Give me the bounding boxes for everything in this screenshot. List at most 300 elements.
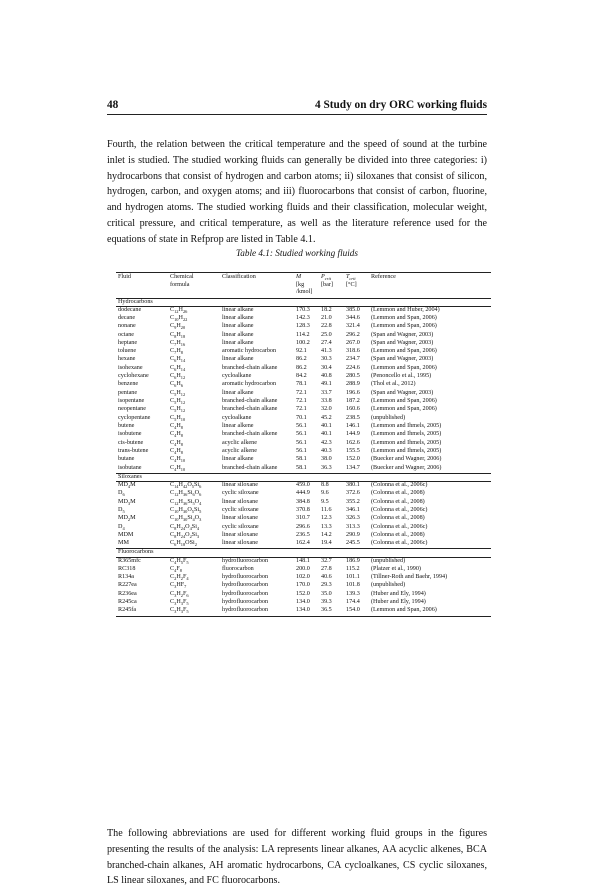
cell-classification: hydrofluorocarbon xyxy=(222,590,269,597)
cell-reference: (Buecker and Wagner, 2006) xyxy=(371,464,442,471)
cell-tcrit: 196.6 xyxy=(346,389,360,396)
cell-formula: $C_5H_{12}$ xyxy=(170,389,186,397)
header-fluid: Fluid xyxy=(116,273,168,283)
cell-classification: linear alkane xyxy=(222,389,254,396)
cell-classification: cyclic siloxane xyxy=(222,506,259,513)
cell-reference: (unpublished) xyxy=(371,414,406,421)
cell-classification: linear alkane xyxy=(222,356,254,363)
cell-tcrit: 154.0 xyxy=(344,607,369,616)
table-row xyxy=(116,499,491,507)
cell-fluid: RC318 xyxy=(118,565,136,572)
header-formula-line1: Chemical xyxy=(170,274,194,280)
cell-fluid: butane xyxy=(118,456,135,463)
cell-pcrit: 40.1 xyxy=(321,431,332,438)
cell-reference: (Lemmon and Span, 2006) xyxy=(371,323,437,330)
cell-formula: $C_4H_8$ xyxy=(170,439,183,447)
table-row xyxy=(116,381,491,389)
cell-fluid: isopentane xyxy=(118,398,145,405)
header-formula xyxy=(168,273,220,283)
cell-reference: (Lemmon and Span, 2006) xyxy=(371,364,437,371)
cell-tcrit: 321.4 xyxy=(346,323,360,330)
cell-formula: $C_3H_3F_5$ xyxy=(168,607,220,616)
cell-molar-mass: 58.1 xyxy=(296,464,307,471)
cell-molar-mass: 148.1 xyxy=(296,557,310,564)
cell-formula: $C_5H_{12}$ xyxy=(170,406,186,414)
cell-tcrit: 296.2 xyxy=(346,331,360,338)
cell-molar-mass: 370.8 xyxy=(296,506,310,513)
cell-reference: (Lemmon and Huber, 2004) xyxy=(371,306,440,313)
cell-fluid: dodecane xyxy=(118,306,142,313)
cell-fluid: cyclohexane xyxy=(118,373,149,380)
cell-fluid: isobutane xyxy=(118,464,142,471)
cell-classification: acyclic alkene xyxy=(222,439,257,446)
cell-reference: (Lemmon and Span, 2006) xyxy=(369,607,491,616)
cell-molar-mass: 142.3 xyxy=(296,314,310,321)
table-row xyxy=(116,465,491,474)
cell-molar-mass: 236.5 xyxy=(296,531,310,538)
cell-tcrit: 101.8 xyxy=(346,582,360,589)
cell-reference: (Span and Wagner, 2003) xyxy=(371,389,434,396)
cell-reference: (Penoncello et al., 1995) xyxy=(371,373,432,380)
cell-molar-mass: 102.0 xyxy=(296,574,310,581)
cell-formula: $C_3HF_7$ xyxy=(170,582,187,590)
cell-molar-mass: 56.1 xyxy=(296,422,307,429)
cell-molar-mass: 444.9 xyxy=(296,490,310,497)
cell-molar-mass: 100.2 xyxy=(296,339,310,346)
cell-pcrit: 32.7 xyxy=(321,557,332,564)
table-row xyxy=(116,490,491,498)
table-row xyxy=(116,515,491,523)
cell-classification: cycloalkane xyxy=(222,373,252,380)
cell-tcrit: 326.3 xyxy=(346,515,360,522)
cell-pcrit: 9.6 xyxy=(321,490,329,497)
cell-tcrit: 152.0 xyxy=(346,456,360,463)
cell-formula: $C_6H_{12}$ xyxy=(170,373,186,381)
cell-pcrit: 22.8 xyxy=(321,323,332,330)
cell-fluid: MDM xyxy=(118,531,134,538)
cell-reference: (Lemmon and Span, 2006) xyxy=(371,398,437,405)
header-pcrit xyxy=(319,273,344,283)
cell-classification: linear alkane xyxy=(222,331,254,338)
cell-formula: $C_8H_{24}O_2Si_3$ xyxy=(170,531,200,540)
cell-tcrit: 245.5 xyxy=(346,540,360,547)
table-caption: Table 4.1: Studied working fluids xyxy=(236,248,358,258)
cell-tcrit: 134.7 xyxy=(346,464,360,471)
cell-pcrit: 35.0 xyxy=(321,590,332,597)
cell-tcrit: 144.9 xyxy=(346,431,360,438)
cell-molar-mass: 72.1 xyxy=(296,406,307,413)
cell-pcrit: 27.4 xyxy=(321,339,332,346)
cell-tcrit: 146.1 xyxy=(346,422,360,429)
table-group xyxy=(116,473,491,549)
table-row xyxy=(116,540,491,549)
cell-fluid: R134a xyxy=(118,574,135,581)
cell-reference: (Lemmon and Ihmels, 2005) xyxy=(371,431,442,438)
cell-pcrit: 45.2 xyxy=(321,414,332,421)
cell-tcrit: 238.5 xyxy=(346,414,360,421)
header-tcrit xyxy=(344,273,369,283)
table-row xyxy=(116,524,491,532)
cell-formula: $C_4H_8$ xyxy=(170,422,183,431)
cell-molar-mass: 114.2 xyxy=(296,331,310,338)
cell-tcrit: 234.7 xyxy=(346,356,360,363)
cell-classification: hydrofluorocarbon xyxy=(222,557,269,564)
cell-reference: (Buecker and Wagner, 2006) xyxy=(371,456,442,463)
cell-pcrit: 12.3 xyxy=(321,515,332,522)
cell-classification: linear alkene xyxy=(222,422,254,429)
cell-molar-mass: 56.1 xyxy=(296,447,307,454)
table-row xyxy=(116,332,491,340)
cell-tcrit: 288.9 xyxy=(346,381,360,388)
cell-pcrit: 42.3 xyxy=(321,439,332,446)
table-row xyxy=(116,532,491,540)
cell-reference: (Colonna et al., 2008) xyxy=(371,490,425,497)
cell-molar-mass: 170.3 xyxy=(296,306,310,313)
header-classification: Classification xyxy=(220,273,294,283)
cell-fluid: $MD_2M$ xyxy=(118,515,136,523)
cell-classification: linear siloxane xyxy=(222,515,258,522)
cell-formula: $C_{12}H_{36}Si_5O_4$ xyxy=(170,498,202,506)
cell-pcrit: 11.6 xyxy=(321,506,332,513)
cell-classification: linear alkane xyxy=(222,339,254,346)
cell-pcrit: 33.8 xyxy=(321,398,332,405)
cell-formula: $C_8H_{18}$ xyxy=(170,331,186,339)
header-m-symbol: M xyxy=(296,274,302,280)
cell-formula: $C_8H_{24}O_4Si_4$ xyxy=(170,523,200,531)
cell-classification: branched-chain alkane xyxy=(222,364,278,371)
cell-molar-mass: 310.7 xyxy=(296,515,310,522)
cell-fluid: pentane xyxy=(118,389,138,396)
cell-tcrit: 162.6 xyxy=(346,439,360,446)
header-p-unit: [bar] xyxy=(321,282,333,289)
cell-formula: $C_4H_8$ xyxy=(170,431,183,439)
cell-fluid: toluene xyxy=(118,348,137,355)
cell-classification: acyclic alkene xyxy=(222,447,257,454)
group-label: Hydrocarbons xyxy=(116,298,491,306)
cell-pcrit: 18.2 xyxy=(321,306,332,313)
table-row xyxy=(116,348,491,356)
cell-fluid: octane xyxy=(118,331,135,338)
cell-fluid: butene xyxy=(118,422,135,429)
cell-molar-mass: 384.8 xyxy=(296,498,310,505)
cell-pcrit: 27.8 xyxy=(321,565,332,572)
table-row xyxy=(116,582,491,590)
cell-tcrit: 160.6 xyxy=(346,406,360,413)
cell-formula: $C_{14}H_{42}O_5Si_6$ xyxy=(170,481,202,490)
group-header-row xyxy=(116,549,491,557)
cell-molar-mass: 72.1 xyxy=(296,398,307,405)
cell-fluid: R236ea xyxy=(118,590,137,597)
group-label: Siloxanes xyxy=(116,473,491,481)
cell-reference: (Lemmon and Ihmels, 2005) xyxy=(371,422,442,429)
cell-classification: cycloalkane xyxy=(222,414,252,421)
table-row xyxy=(116,607,491,616)
cell-fluid: nonane xyxy=(118,323,136,330)
cell-pcrit: 21.0 xyxy=(321,314,332,321)
table-row xyxy=(116,440,491,448)
cell-classification: branched-chain alkane xyxy=(222,398,278,405)
cell-fluid: cyclopentane xyxy=(118,414,151,421)
cell-fluid: heptane xyxy=(118,339,138,346)
cell-molar-mass: 134.0 xyxy=(294,607,319,616)
cell-reference: (Colonna et al., 2008) xyxy=(371,515,425,522)
cell-formula: $C_9H_{20}$ xyxy=(170,323,186,331)
cell-classification: linear alkane xyxy=(222,456,254,463)
cell-classification: linear alkane xyxy=(222,314,254,321)
cell-molar-mass: 84.2 xyxy=(296,373,307,380)
cell-reference: (Huber and Ely, 1994) xyxy=(371,590,426,597)
cell-formula: $C_3H_2F_6$ xyxy=(170,590,189,598)
header-p-subscript: crit xyxy=(324,276,332,282)
cell-molar-mass: 56.1 xyxy=(296,439,307,446)
cell-reference: (Colonna et al., 2006c) xyxy=(371,481,428,488)
table-row xyxy=(116,591,491,599)
cell-classification: linear siloxane xyxy=(222,540,258,547)
cell-pcrit: 8.8 xyxy=(321,481,329,488)
header-molar-mass xyxy=(294,273,319,283)
cell-molar-mass: 134.0 xyxy=(296,599,310,606)
header-m-unit: [kg xyxy=(296,282,305,289)
cell-molar-mass: 86.2 xyxy=(296,364,307,371)
cell-reference: (Colonna et al., 2006c) xyxy=(371,523,428,530)
cell-reference: (Span and Wagner, 2003) xyxy=(371,356,434,363)
cell-molar-mass: 86.2 xyxy=(296,356,307,363)
cell-reference: (Lemmon and Span, 2006) xyxy=(371,406,437,413)
cell-formula: $C_6H_{18}OSi_2$ xyxy=(170,540,197,548)
cell-pcrit: 36.5 xyxy=(319,607,344,616)
cell-tcrit: 224.6 xyxy=(346,364,360,371)
table-row xyxy=(116,340,491,348)
cell-reference: (Lemmon and Span, 2006) xyxy=(371,314,437,321)
table-row xyxy=(116,390,491,398)
cell-fluid: hexane xyxy=(118,356,136,363)
cell-fluid: $MD_3M$ xyxy=(118,498,136,506)
table-row xyxy=(116,365,491,373)
cell-fluid: R245fa xyxy=(116,607,168,616)
cell-classification: linear siloxane xyxy=(222,531,258,538)
intro-paragraph: Fourth, the relation between the critical temperature and the speed of sound at the turbine inlet is studied. The studied working fluids can generally be divided into three categories: i) hydrocarbons that consist of hydrogen and carbon atoms; ii) siloxanes that consist of silicon, hydrogen, carbon, and oxygen atoms; and iii) fluorocarbons that consist of carbon, fluorine, and hydrogen atoms. The studied working fluids and their classification, molecular weight, critical pressure, and critical temperature, as well as the literature reference used for the equations of state in Refprop are listed in Table 4.1. xyxy=(107,139,487,245)
cell-reference: (Lemmon and Ihmels, 2005) xyxy=(371,447,442,454)
header-rule xyxy=(107,114,487,115)
cell-classification: linear alkane xyxy=(222,306,254,313)
header-t-subscript: crit xyxy=(349,276,356,282)
cell-fluid: R245ca xyxy=(118,599,137,606)
cell-pcrit: 14.2 xyxy=(321,531,332,538)
cell-molar-mass: 58.1 xyxy=(296,456,307,463)
cell-classification: aromatic hydrocarbon xyxy=(222,348,277,355)
cell-tcrit: 187.2 xyxy=(346,398,360,405)
cell-formula: $C_{12}H_{36}Si_6O_6$ xyxy=(170,490,202,498)
cell-classification: linear alkane xyxy=(222,323,254,330)
cell-fluid: $D_4$ xyxy=(118,523,125,531)
cell-classification: cyclic siloxane xyxy=(222,490,259,497)
cell-pcrit: 40.8 xyxy=(321,373,332,380)
cell-reference: (Colonna et al., 2006c) xyxy=(371,506,428,513)
cell-pcrit: 49.1 xyxy=(321,381,332,388)
cell-fluid: isobutene xyxy=(118,431,142,438)
working-fluids-table xyxy=(116,272,491,617)
cell-fluid: neopentane xyxy=(118,406,146,413)
cell-pcrit: 33.7 xyxy=(321,389,332,396)
cell-formula: $C_5H_{10}$ xyxy=(170,414,186,422)
table-row xyxy=(116,557,491,566)
cell-classification: cyclic siloxane xyxy=(222,523,259,530)
cell-formula: $C_6H_6$ xyxy=(170,381,183,389)
table-row xyxy=(116,574,491,582)
cell-formula: $C_3H_3F_5$ xyxy=(170,599,189,607)
cell-formula: $C_4H_5F_5$ xyxy=(170,557,189,565)
group-label: Fluorocarbons xyxy=(116,549,491,557)
cell-pcrit: 32.0 xyxy=(321,406,332,413)
cell-molar-mass: 56.1 xyxy=(296,431,307,438)
cell-tcrit: 186.9 xyxy=(346,557,360,564)
group-header-row xyxy=(116,473,491,481)
table-row xyxy=(116,356,491,364)
cell-classification: branched-chain alkene xyxy=(222,431,278,438)
cell-formula: $C_4H_{10}$ xyxy=(170,464,186,472)
cell-fluid: trans-butene xyxy=(118,447,149,454)
table-row xyxy=(116,566,491,574)
cell-formula: $C_4H_{10}$ xyxy=(170,456,186,464)
cell-pcrit: 40.1 xyxy=(321,422,332,429)
cell-molar-mass: 78.1 xyxy=(296,381,307,388)
cell-pcrit: 29.3 xyxy=(321,582,332,589)
cell-formula: $C_4F_8$ xyxy=(170,565,182,574)
table-row xyxy=(116,456,491,464)
cell-tcrit: 290.9 xyxy=(346,531,360,538)
cell-classification: fluorocarbon xyxy=(222,565,254,572)
cell-tcrit: 372.6 xyxy=(346,490,360,497)
cell-reference: (Lemmon and Span, 2006) xyxy=(371,348,437,355)
table-row xyxy=(116,481,491,490)
cell-classification: linear siloxane xyxy=(222,481,258,488)
cell-tcrit: 139.3 xyxy=(346,590,360,597)
cell-tcrit: 346.1 xyxy=(346,506,360,513)
cell-pcrit: 30.3 xyxy=(321,356,332,363)
cell-formula: $C_4H_8$ xyxy=(170,447,183,456)
group-header-row xyxy=(116,298,491,306)
cell-molar-mass: 152.0 xyxy=(296,590,310,597)
cell-pcrit: 40.6 xyxy=(321,574,332,581)
table-row xyxy=(116,306,491,315)
cell-formula: $C_6H_{14}$ xyxy=(170,356,186,364)
table-row xyxy=(116,373,491,381)
cell-molar-mass: 92.1 xyxy=(296,348,307,355)
cell-formula: $C_7H_8$ xyxy=(170,348,183,356)
cell-tcrit: 344.6 xyxy=(346,314,360,321)
cell-molar-mass: 170.0 xyxy=(296,582,310,589)
cell-reference: (Huber and Ely, 1994) xyxy=(371,599,426,606)
cell-molar-mass: 162.4 xyxy=(296,540,310,547)
cell-formula: $C_2H_2F_4$ xyxy=(170,574,189,582)
table-group xyxy=(116,549,491,616)
cell-molar-mass: 72.1 xyxy=(296,389,307,396)
cell-formula: $C_6H_{14}$ xyxy=(170,364,186,372)
cell-fluid: decane xyxy=(118,314,136,321)
outro-paragraph: The following abbreviations are used for different working fluid groups in the figures presenting the results of the analysis: LA represents linear alkanes, AA acyclic alkenes, BCA branched-chain alkanes, AH aromatic hydrocarbons, CA cycloalkanes, CS cyclic siloxanes, LS linear siloxanes, and FC fluorocarbons. xyxy=(107,828,487,887)
cell-formula: $C_{10}H_{30}O_5Si_5$ xyxy=(170,506,202,515)
cell-tcrit: 313.3 xyxy=(346,523,360,530)
cell-pcrit: 25.0 xyxy=(321,331,332,338)
cell-formula: $C_7H_{16}$ xyxy=(170,339,186,348)
cell-pcrit: 38.0 xyxy=(321,456,332,463)
cell-fluid: MM xyxy=(118,540,129,547)
cell-fluid: R227ea xyxy=(118,582,137,589)
cell-fluid: R365mfc xyxy=(118,557,141,564)
cell-reference: (Colonna et al., 2008) xyxy=(371,531,425,538)
cell-tcrit: 380.1 xyxy=(346,481,360,488)
cell-pcrit: 9.5 xyxy=(321,498,329,505)
table-header xyxy=(116,273,491,299)
cell-fluid: $MD_4M$ xyxy=(118,481,136,490)
table-row xyxy=(116,431,491,439)
cell-pcrit: 39.3 xyxy=(321,599,332,606)
cell-reference: (Colonna et al., 2008) xyxy=(371,498,425,505)
cell-pcrit: 13.3 xyxy=(321,523,332,530)
cell-reference: (Span and Wagner, 2003) xyxy=(371,331,434,338)
cell-fluid: isohexane xyxy=(118,364,143,371)
header-t-symbol: T xyxy=(346,274,350,280)
running-header xyxy=(107,99,487,113)
cell-formula: $C_5H_{12}$ xyxy=(170,398,186,406)
cell-tcrit: 280.5 xyxy=(346,373,360,380)
cell-molar-mass: 459.0 xyxy=(296,481,310,488)
cell-pcrit: 36.3 xyxy=(321,464,332,471)
cell-classification: hydrofluorocarbon xyxy=(222,582,269,589)
header-p-symbol: P xyxy=(321,274,325,280)
cell-pcrit: 41.3 xyxy=(321,348,332,355)
cell-reference: (Span and Wagner, 2003) xyxy=(371,339,434,346)
cell-classification: linear siloxane xyxy=(222,498,258,505)
cell-formula: $C_{10}H_{22}$ xyxy=(170,314,188,323)
cell-reference: (Tillner-Roth and Baehr, 1994) xyxy=(371,574,448,581)
chapter-title: 4 Study on dry ORC working fluids xyxy=(314,99,487,111)
cell-reference: (Lemmon and Ihmels, 2005) xyxy=(371,439,442,446)
cell-reference: (Colonna et al., 2006c) xyxy=(371,540,428,547)
table-row xyxy=(116,507,491,515)
cell-tcrit: 101.1 xyxy=(346,574,360,581)
cell-classification: branched-chain alkane xyxy=(222,406,278,413)
cell-classification: hydrofluorocarbon xyxy=(222,599,269,606)
cell-molar-mass: 200.0 xyxy=(296,565,310,572)
cell-classification: branched-chain alkane xyxy=(222,464,278,471)
cell-pcrit: 19.4 xyxy=(321,540,332,547)
table-row xyxy=(116,315,491,323)
cell-reference: (unpublished) xyxy=(371,557,406,564)
header-m-unit-2: /kmol] xyxy=(294,289,319,298)
header-t-unit: [°C] xyxy=(346,282,357,289)
cell-fluid: cis-butene xyxy=(118,439,144,446)
cell-reference: (Thol et al., 2012) xyxy=(371,381,416,388)
cell-formula: $C_{10}H_{30}Si_4O_3$ xyxy=(170,515,202,523)
cell-tcrit: 355.2 xyxy=(346,498,360,505)
cell-tcrit: 318.6 xyxy=(346,348,360,355)
cell-molar-mass: 128.3 xyxy=(296,323,310,330)
cell-pcrit: 30.4 xyxy=(321,364,332,371)
cell-fluid: $D_6$ xyxy=(118,490,125,498)
cell-tcrit: 155.5 xyxy=(346,447,360,454)
table-row xyxy=(116,406,491,414)
cell-molar-mass: 296.6 xyxy=(296,523,310,530)
table-row xyxy=(116,448,491,456)
table-group xyxy=(116,298,491,473)
cell-tcrit: 115.2 xyxy=(346,565,360,572)
cell-tcrit: 174.4 xyxy=(346,599,360,606)
cell-fluid: $D_5$ xyxy=(118,506,125,515)
cell-tcrit: 267.0 xyxy=(346,339,360,346)
cell-reference: (Platzer et al., 1990) xyxy=(371,565,421,572)
cell-classification: aromatic hydrocarbon xyxy=(222,381,277,388)
